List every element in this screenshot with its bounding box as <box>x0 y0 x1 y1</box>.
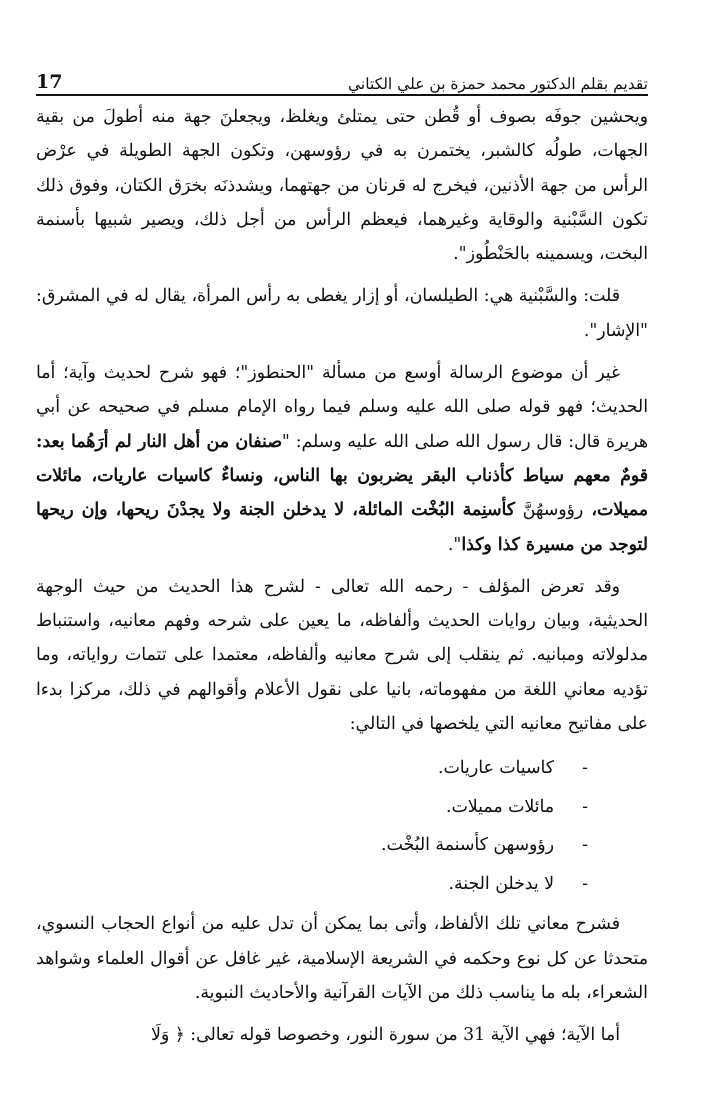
list-item <box>36 788 588 827</box>
list-item-text: رؤوسهن كأسنمة البُخْت. <box>381 835 554 856</box>
list-dash: - <box>582 758 588 779</box>
hadith-text-c: كأسنِمة البُخْت المائلة، لا يدخلن الجنة ولا يجدْنَ ريحها، وإن ريحها لتوجد من مسيرة كذا وكذا <box>36 500 648 555</box>
running-title: تقديم بقلم الدكتور محمد حمزة بن علي الكتاني <box>348 74 648 93</box>
list-dash: - <box>582 835 588 856</box>
paragraph-4: وقد تعرض المؤلف - رحمه الله تعالى - لشرح هذا الحديث من حيث الوجهة الحديثية، وبيان روايات الحديث وألفاظه، ما يعين على شرحه وفهم معانيه، واستنباط مدلولاته ومبانيه. ثم ينقلب إلى شرح معانيه وألفاظه، معتمدا على تتمات رواياته، وما تؤديه معاني اللغة من مفهوماته، بانيا على نقول الأعلام وأقوالهم في ذلك، مركزا بدءا على مفاتيح معانيه التي يلخصها في التالي: <box>36 576 648 735</box>
list-dash: - <box>582 796 588 817</box>
paragraph-1: ويحشين جوفَه بصوف أو قُطن حتى يمتلئ ويغلظ، ويجعلنَ جهة منه أطولَ من بقية الجهات، طولُه كالشبر، يختمرن به في رؤوسهن، وتكون الجهة الطويلة في عرْض الرأس من جهة الأذنين، فيخرج له قرنان من جهتهما، ويشدذنَه بخرَق الكتان، وفوق ذلك تكون السَّبْنية والوقاية وغيرهما، فيعظم الرأس من أجل ذلك، ويصير شبيها بأسنمة البخت، ويسمينه بالحَنْطُوز". <box>36 107 648 265</box>
paragraph-3 <box>36 356 648 562</box>
page-number: 17 <box>36 71 63 93</box>
list-item-text: مائلات مميلات. <box>446 796 554 817</box>
hadith-text-a: صنفان من أهل النار لم أرَهُما بعد: قومٌ معهم سياط كأذناب البقر يضربون بها الناس، ونساءٌ كاسيات عاريات، مائلات مميلات، <box>36 431 648 521</box>
list-item-text: كاسيات عاريات. <box>438 758 554 779</box>
page-body <box>36 100 648 1061</box>
paragraph-6: أما الآية؛ فهي الآية 31 من سورة النور، وخصوصا قوله تعالى: ﴿ وَلَا <box>150 1025 620 1046</box>
list-item <box>36 749 588 788</box>
hadith-close: ". <box>447 534 462 555</box>
paragraph-3-intro: غير أن موضوع الرسالة أوسع من مسألة "الحنطوز"؛ فهو شرح لحديث وآية؛ أما الحديث؛ فهو قوله صلى الله عليه وسلم فيما رواه الإمام مسلم في صحيحه عن أبي هريرة قال: قال رسول الله صلى الله عليه وسلم: " <box>36 363 648 452</box>
list-item-text: لا يدخلن الجنة. <box>448 873 554 894</box>
list-item <box>36 826 588 865</box>
paragraph-5: فشرح معاني تلك الألفاظ، وأتى بما يمكن أن تدل عليه من أنواع الحجاب النسوي، متحدثا عن كل نوع وحكمه في الشريعة الإسلامية، غير غافل عن أقوال العلماء وشواهد الشعراء، بله ما يناسب ذلك من الآيات القرآنية والأحاديث النبوية. <box>36 914 648 1003</box>
list-dash: - <box>582 873 588 894</box>
list-item <box>36 865 588 904</box>
paragraph-2: قلت: والسَّبْنية هي: الطيلسان، أو إزار يغطى به رأس المرأة، يقال له في المشرق: "الإشار". <box>36 286 648 341</box>
page-header <box>36 58 648 96</box>
key-phrases-list <box>36 749 648 903</box>
hadith-text-b: رؤوسهُنَّ <box>515 500 584 521</box>
